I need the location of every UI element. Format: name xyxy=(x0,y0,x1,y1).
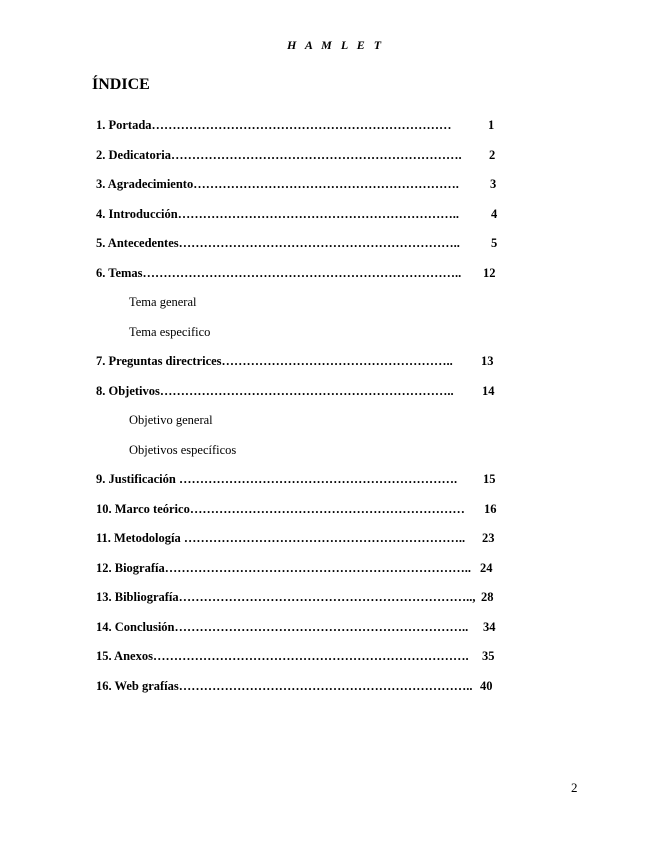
toc-entry-page: 15 xyxy=(483,472,496,486)
toc-subentry-tema-general xyxy=(96,291,516,321)
toc-entry-portada xyxy=(96,114,516,144)
toc-entry-label: 16. Web grafías…………………………………………………………….. xyxy=(96,678,473,693)
toc-entry-metodologia xyxy=(96,527,516,557)
toc-subentry-label: Tema general xyxy=(129,295,197,309)
index-heading: ÍNDICE xyxy=(92,76,150,93)
toc-entry-label: 8. Objetivos…………………………………………………………….. xyxy=(96,383,454,398)
toc-entry-page: 1 xyxy=(488,118,495,132)
toc-subentry-objetivos-especificos xyxy=(96,439,516,469)
toc-subentry-tema-especifico xyxy=(96,321,516,351)
toc-entry-page: 4 xyxy=(491,206,498,221)
toc-entry-page: 24 xyxy=(480,560,493,575)
table-of-contents xyxy=(96,114,516,704)
toc-entry-label: 2. Dedicatoria……………………………………………………………. xyxy=(96,147,462,162)
toc-entry-web-grafias xyxy=(96,675,516,705)
toc-entry-page: 13 xyxy=(481,354,494,368)
toc-entry-temas xyxy=(96,262,516,292)
toc-subentry-label: Tema especifico xyxy=(129,324,211,339)
toc-entry-page: 34 xyxy=(483,619,496,634)
toc-subentry-objetivo-general xyxy=(96,409,516,439)
toc-subentry-label: Objetivos específicos xyxy=(129,442,237,457)
toc-entry-objetivos xyxy=(96,380,516,410)
toc-entry-page: 40 xyxy=(480,678,493,693)
toc-entry-label: 3. Agradecimiento………………………………………………………. xyxy=(96,177,459,191)
toc-subentry-label: Objetivo general xyxy=(129,413,213,427)
toc-entry-label: 4. Introducción………………………………………………………….. xyxy=(96,206,459,221)
toc-entry-label: 7. Preguntas directrices……………………………………………….. xyxy=(96,354,453,368)
toc-entry-page: 28 xyxy=(481,590,494,604)
toc-entry-anexos xyxy=(96,645,516,675)
toc-entry-label: 10. Marco teórico………………………………………………………… xyxy=(96,501,465,516)
toc-entry-conclusion xyxy=(96,616,516,646)
toc-entry-page: 23 xyxy=(482,531,495,545)
page-number: 2 xyxy=(571,780,578,795)
toc-entry-introduccion xyxy=(96,203,516,233)
toc-entry-label: 1. Portada……………………………………………………………… xyxy=(96,118,452,132)
toc-entry-label: 6. Temas………………………………………………………………….. xyxy=(96,265,462,280)
document-header-title: H A M L E T xyxy=(286,38,385,52)
toc-entry-preguntas-directrices xyxy=(96,350,516,380)
toc-entry-marco-teorico xyxy=(96,498,516,528)
toc-entry-page: 35 xyxy=(482,649,495,663)
toc-entry-page: 12 xyxy=(483,265,496,280)
toc-entry-antecedentes xyxy=(96,232,516,262)
toc-entry-agradecimiento xyxy=(96,173,516,203)
toc-entry-page: 16 xyxy=(484,501,497,516)
toc-entry-label: 9. Justificación …………………………………………………………. xyxy=(96,472,458,486)
toc-entry-label: 13. Bibliografía…………………………………………………………….., xyxy=(96,590,476,604)
toc-entry-biografia xyxy=(96,557,516,587)
toc-entry-page: 2 xyxy=(489,147,496,162)
toc-entry-page: 14 xyxy=(482,383,495,398)
toc-entry-dedicatoria xyxy=(96,144,516,174)
toc-entry-label: 5. Antecedentes………………………………………………………….. xyxy=(96,236,460,250)
toc-entry-page: 5 xyxy=(491,236,498,250)
toc-entry-justificacion xyxy=(96,468,516,498)
toc-entry-label: 12. Biografía……………………………………………………………….. xyxy=(96,560,471,575)
toc-entry-page: 3 xyxy=(490,177,497,191)
toc-entry-label: 15. Anexos…………………………………………………………………. xyxy=(96,649,469,663)
toc-entry-label: 11. Metodología ………………………………………………………….. xyxy=(96,531,466,545)
toc-entry-label: 14. Conclusión…………………………………………………………….. xyxy=(96,619,469,634)
toc-entry-bibliografia xyxy=(96,586,516,616)
